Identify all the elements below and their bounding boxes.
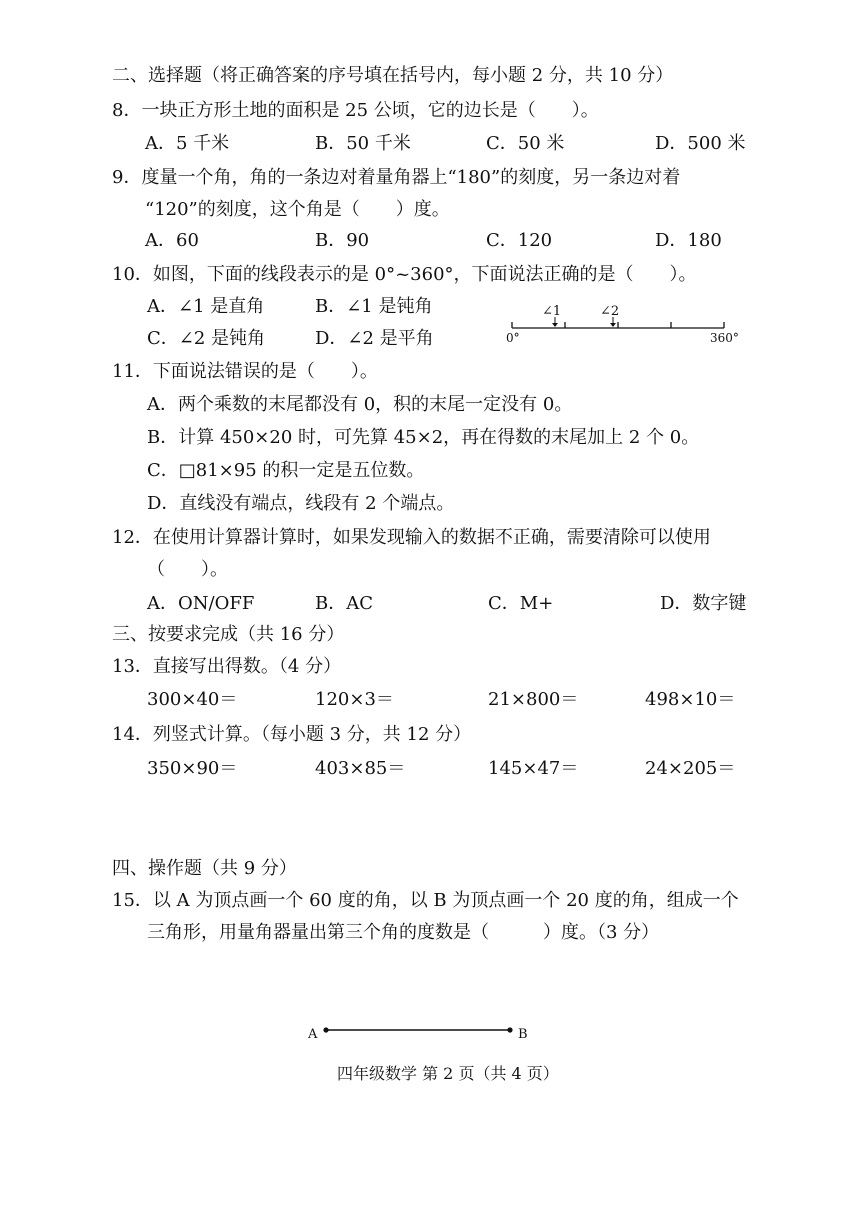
q11-option-a: A．两个乘数的末尾都没有 0，积的末尾一定没有 0。 [147, 394, 573, 415]
label-angle-1: ∠1 [542, 304, 562, 319]
q8-option-b: B．50 千米 [315, 133, 411, 154]
point-b [507, 1027, 512, 1032]
question-13: 13．直接写出得数。（4 分） [112, 656, 342, 677]
section-2-heading: 二、选择题（将正确答案的序号填在括号内，每小题 2 分，共 10 分） [112, 65, 674, 86]
q13-item-4: 498×10＝ [645, 689, 736, 710]
q11-option-b: B．计算 450×20 时，可先算 45×2，再在得数的末尾加上 2 个 0。 [147, 427, 700, 448]
section-3-heading: 三、按要求完成（共 16 分） [112, 624, 345, 645]
q10-option-c: C．∠2 是钝角 [147, 328, 266, 349]
q14-item-3: 145×47＝ [488, 758, 579, 779]
q14-item-2: 403×85＝ [315, 758, 406, 779]
q10-option-b: B．∠1 是钝角 [315, 296, 433, 317]
question-14: 14．列竖式计算。（每小题 3 分，共 12 分） [112, 724, 472, 745]
point-a-label: A [308, 1027, 318, 1042]
q12-option-b: B．AC [315, 593, 373, 614]
q14-item-1: 350×90＝ [147, 758, 238, 779]
angle-1-arrowhead [552, 323, 558, 327]
q14-item-4: 24×205＝ [645, 758, 736, 779]
section-4-heading: 四、操作题（共 9 分） [112, 858, 297, 879]
question-12-line-2: （ ）。 [147, 559, 228, 580]
angle-2-arrowhead [610, 323, 616, 327]
q11-option-d: D．直线没有端点，线段有 2 个端点。 [147, 493, 455, 514]
question-12-line-1: 12．在使用计算器计算时，如果发现输入的数据不正确，需要清除可以使用 [112, 527, 711, 548]
angle-number-line-figure [500, 298, 750, 348]
question-9-line-2: “120”的刻度，这个角是（ ）度。 [145, 199, 450, 220]
q8-option-a: A．5 千米 [145, 133, 230, 154]
q13-item-2: 120×3＝ [315, 689, 394, 710]
point-b-label: B [518, 1027, 528, 1042]
q9-option-c: C．120 [486, 230, 553, 251]
q9-option-b: B．90 [315, 230, 370, 251]
q9-option-a: A．60 [145, 230, 199, 251]
label-360-degree: 360° [710, 331, 739, 345]
q11-option-c: C．□81×95 的积一定是五位数。 [147, 460, 425, 481]
label-0-degree: 0° [506, 331, 520, 345]
q8-option-c: C．50 米 [486, 133, 565, 154]
q12-option-a: A．ON/OFF [147, 593, 255, 614]
q12-option-c: C．M+ [488, 593, 554, 614]
q12-option-d: D．数字键 [660, 593, 747, 614]
q9-option-d: D．180 [655, 230, 722, 251]
question-10: 10．如图，下面的线段表示的是 0°~360°，下面说法正确的是（ ）。 [112, 264, 697, 285]
question-9-line-1: 9．度量一个角，角的一条边对着量角器上“180”的刻度，另一条边对着 [112, 167, 681, 188]
q10-option-d: D．∠2 是平角 [315, 328, 434, 349]
question-15-line-2: 三角形，用量角器量出第三个角的度数是（ ）度。（3 分） [147, 922, 660, 943]
question-15-line-1: 15．以 A 为顶点画一个 60 度的角，以 B 为顶点画一个 20 度的角，组成一个 [112, 890, 739, 911]
segment-ab-figure [305, 1020, 535, 1044]
label-angle-2: ∠2 [600, 304, 620, 319]
q10-option-a: A．∠1 是直角 [147, 296, 265, 317]
q13-item-3: 21×800＝ [488, 689, 579, 710]
question-11: 11．下面说法错误的是（ ）。 [112, 361, 378, 382]
page-footer: 四年级数学 第 2 页（共 4 页） [337, 1064, 559, 1083]
q8-option-d: D．500 米 [655, 133, 746, 154]
question-8: 8．一块正方形土地的面积是 25 公顷，它的边长是（ ）。 [112, 100, 599, 121]
q13-item-1: 300×40＝ [147, 689, 238, 710]
